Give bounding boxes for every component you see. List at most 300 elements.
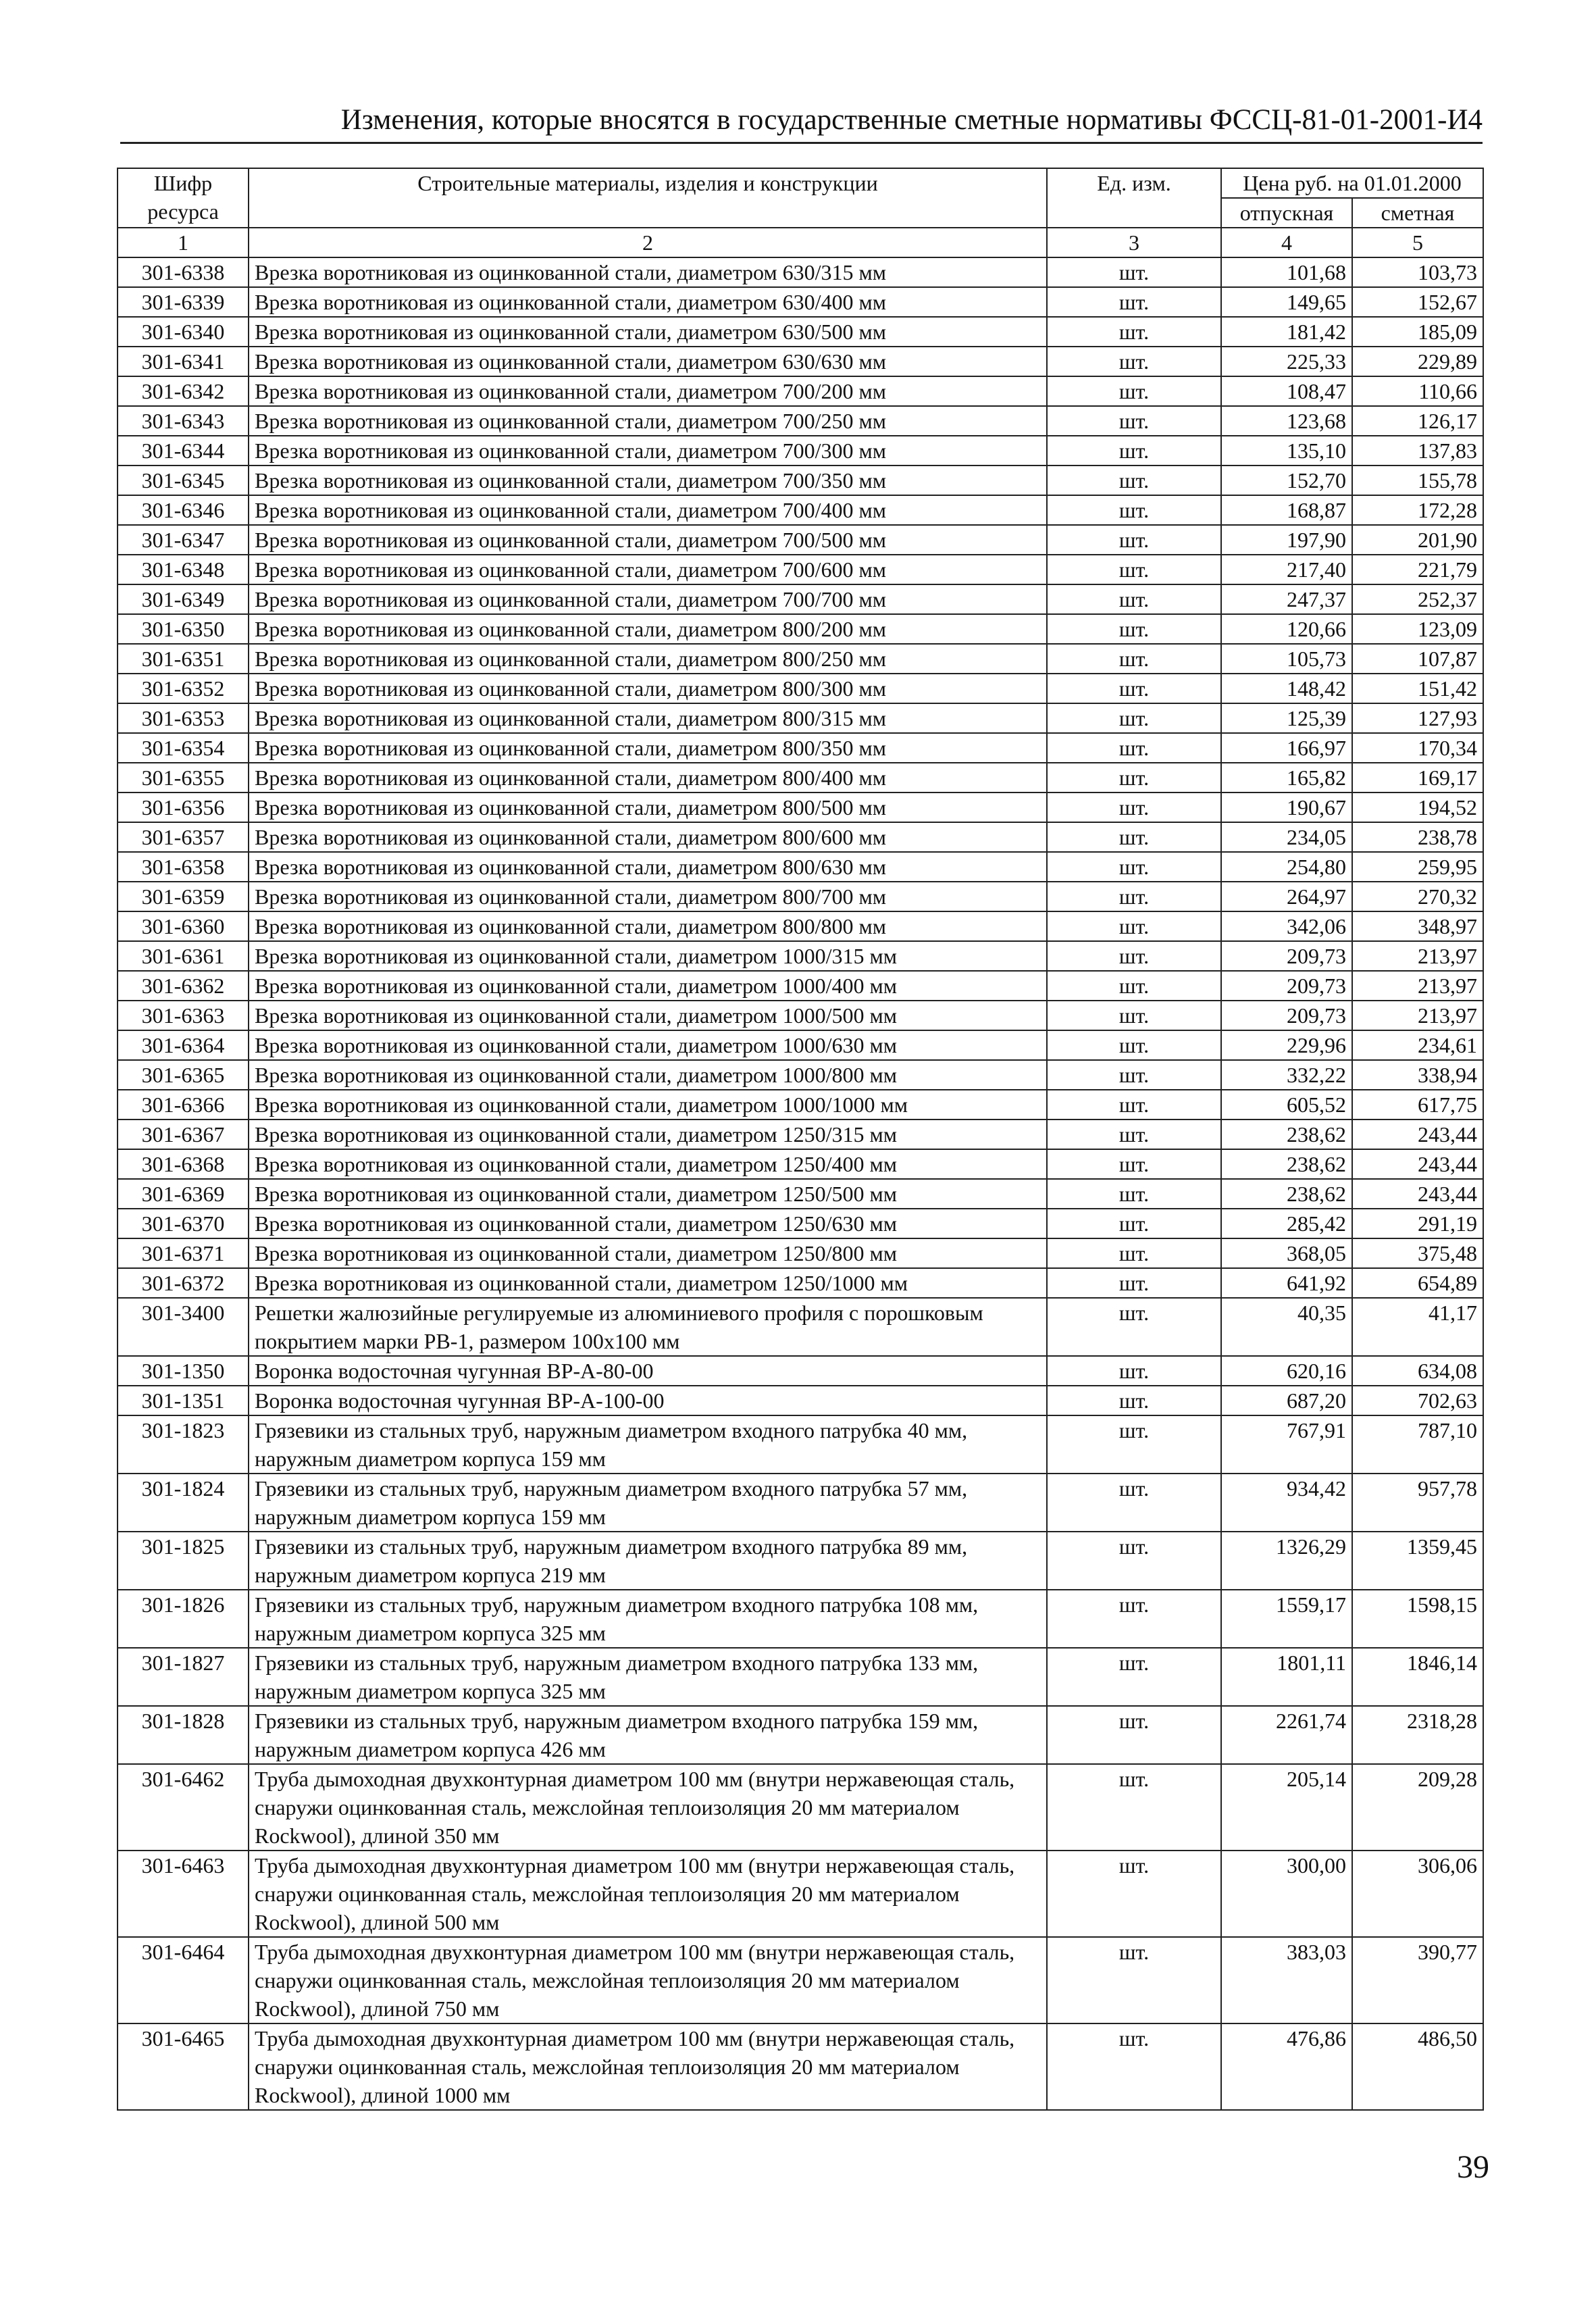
unit-cell: шт.: [1047, 376, 1221, 406]
release-price-cell: 225,33: [1221, 347, 1352, 376]
resource-code-cell: 301-6353: [118, 703, 249, 733]
estimate-price-cell: 229,89: [1352, 347, 1483, 376]
unit-cell: шт.: [1047, 436, 1221, 466]
release-price-cell: 383,03: [1221, 1937, 1352, 2023]
estimate-price-cell: 170,34: [1352, 733, 1483, 763]
table-row: [118, 614, 1483, 644]
table-row: [118, 525, 1483, 555]
table-row: [118, 703, 1483, 733]
table-row: [118, 763, 1483, 793]
estimate-price-cell: 957,78: [1352, 1474, 1483, 1532]
col-unit-header: Ед. изм.: [1047, 168, 1221, 228]
material-name-cell: Врезка воротниковая из оцинкованной стали, диаметром 800/250 мм: [249, 644, 1047, 674]
material-name-cell: Врезка воротниковая из оцинкованной стали, диаметром 800/600 мм: [249, 822, 1047, 852]
material-name-cell: Врезка воротниковая из оцинкованной стали, диаметром 700/350 мм: [249, 466, 1047, 495]
resource-code-cell: 301-6371: [118, 1238, 249, 1268]
material-name-cell: Грязевики из стальных труб, наружным диаметром входного патрубка 159 мм, наружным диаметром корпуса 426 мм: [249, 1706, 1047, 1764]
material-name-cell: Врезка воротниковая из оцинкованной стали, диаметром 630/630 мм: [249, 347, 1047, 376]
resource-code-cell: 301-6366: [118, 1090, 249, 1120]
unit-cell: шт.: [1047, 1179, 1221, 1209]
material-name-cell: Воронка водосточная чугунная ВР-А-80-00: [249, 1356, 1047, 1386]
table-row: [118, 1298, 1483, 1356]
col-release-header: отпускная: [1221, 198, 1352, 228]
estimate-price-cell: 123,09: [1352, 614, 1483, 644]
unit-cell: шт.: [1047, 466, 1221, 495]
resource-code-cell: 301-6344: [118, 436, 249, 466]
estimate-price-cell: 155,78: [1352, 466, 1483, 495]
release-price-cell: 205,14: [1221, 1764, 1352, 1851]
material-name-cell: Врезка воротниковая из оцинкованной стали, диаметром 800/400 мм: [249, 763, 1047, 793]
table-row: [118, 1706, 1483, 1764]
release-price-cell: 238,62: [1221, 1149, 1352, 1179]
resource-code-cell: 301-6349: [118, 584, 249, 614]
estimate-price-cell: 270,32: [1352, 882, 1483, 911]
release-price-cell: 2261,74: [1221, 1706, 1352, 1764]
estimate-price-cell: 110,66: [1352, 376, 1483, 406]
material-name-cell: Труба дымоходная двухконтурная диаметром 100 мм (внутри нержавеющая сталь, снаружи оцинкованная сталь, межслойная теплоизоляция 20 мм материалом Rockwool), длиной 1000 мм: [249, 2023, 1047, 2110]
resource-code-cell: 301-6341: [118, 347, 249, 376]
estimate-price-cell: 209,28: [1352, 1764, 1483, 1851]
material-name-cell: Врезка воротниковая из оцинкованной стали, диаметром 700/400 мм: [249, 495, 1047, 525]
resource-code-cell: 301-6364: [118, 1030, 249, 1060]
col-price-header: Цена руб. на 01.01.2000: [1221, 168, 1483, 198]
resource-code-cell: 301-1826: [118, 1590, 249, 1648]
unit-cell: шт.: [1047, 1149, 1221, 1179]
estimate-price-cell: 243,44: [1352, 1120, 1483, 1149]
table-row: [118, 644, 1483, 674]
estimate-price-cell: 234,61: [1352, 1030, 1483, 1060]
release-price-cell: 641,92: [1221, 1268, 1352, 1298]
release-price-cell: 368,05: [1221, 1238, 1352, 1268]
estimate-price-cell: 1846,14: [1352, 1648, 1483, 1706]
release-price-cell: 125,39: [1221, 703, 1352, 733]
release-price-cell: 229,96: [1221, 1030, 1352, 1060]
resource-code-cell: 301-6370: [118, 1209, 249, 1238]
release-price-cell: 120,66: [1221, 614, 1352, 644]
table-row: [118, 793, 1483, 822]
material-name-cell: Врезка воротниковая из оцинкованной стали, диаметром 1000/800 мм: [249, 1060, 1047, 1090]
estimate-price-cell: 169,17: [1352, 763, 1483, 793]
table-row: [118, 466, 1483, 495]
unit-cell: шт.: [1047, 941, 1221, 971]
table-row: [118, 2023, 1483, 2110]
estimate-price-cell: 1359,45: [1352, 1532, 1483, 1590]
resource-code-cell: 301-6346: [118, 495, 249, 525]
unit-cell: шт.: [1047, 763, 1221, 793]
material-name-cell: Врезка воротниковая из оцинкованной стали, диаметром 1250/315 мм: [249, 1120, 1047, 1149]
estimate-price-cell: 107,87: [1352, 644, 1483, 674]
material-name-cell: Врезка воротниковая из оцинкованной стали, диаметром 800/700 мм: [249, 882, 1047, 911]
release-price-cell: 1559,17: [1221, 1590, 1352, 1648]
resource-code-cell: 301-6354: [118, 733, 249, 763]
material-name-cell: Грязевики из стальных труб, наружным диаметром входного патрубка 89 мм, наружным диаметром корпуса 219 мм: [249, 1532, 1047, 1590]
table-row: [118, 347, 1483, 376]
estimate-price-cell: 213,97: [1352, 971, 1483, 1001]
table-row: [118, 1120, 1483, 1149]
release-price-cell: 254,80: [1221, 852, 1352, 882]
estimate-price-cell: 238,78: [1352, 822, 1483, 852]
release-price-cell: 1326,29: [1221, 1532, 1352, 1590]
table-row: [118, 822, 1483, 852]
release-price-cell: 767,91: [1221, 1415, 1352, 1474]
unit-cell: шт.: [1047, 822, 1221, 852]
material-name-cell: Труба дымоходная двухконтурная диаметром 100 мм (внутри нержавеющая сталь, снаружи оцинкованная сталь, межслойная теплоизоляция 20 мм материалом Rockwool), длиной 350 мм: [249, 1764, 1047, 1851]
material-name-cell: Врезка воротниковая из оцинкованной стали, диаметром 700/700 мм: [249, 584, 1047, 614]
page-header: Изменения, которые вносятся в государственные сметные нормативы ФССЦ-81-01-2001-И4: [120, 101, 1483, 144]
release-price-cell: 181,42: [1221, 317, 1352, 347]
estimate-price-cell: 221,79: [1352, 555, 1483, 584]
release-price-cell: 342,06: [1221, 911, 1352, 941]
price-table: [117, 168, 1484, 2111]
estimate-price-cell: 348,97: [1352, 911, 1483, 941]
unit-cell: шт.: [1047, 1764, 1221, 1851]
estimate-price-cell: 1598,15: [1352, 1590, 1483, 1648]
release-price-cell: 247,37: [1221, 584, 1352, 614]
unit-cell: шт.: [1047, 1298, 1221, 1356]
material-name-cell: Врезка воротниковая из оцинкованной стали, диаметром 1000/1000 мм: [249, 1090, 1047, 1120]
release-price-cell: 149,65: [1221, 287, 1352, 317]
estimate-price-cell: 213,97: [1352, 941, 1483, 971]
unit-cell: шт.: [1047, 1001, 1221, 1030]
resource-code-cell: 301-1825: [118, 1532, 249, 1590]
estimate-price-cell: 702,63: [1352, 1386, 1483, 1415]
resource-code-cell: 301-3400: [118, 1298, 249, 1356]
estimate-price-cell: 634,08: [1352, 1356, 1483, 1386]
column-number: 1: [118, 228, 249, 257]
estimate-price-cell: 151,42: [1352, 674, 1483, 703]
estimate-price-cell: 243,44: [1352, 1149, 1483, 1179]
resource-code-cell: 301-6356: [118, 793, 249, 822]
table-row: [118, 1090, 1483, 1120]
release-price-cell: 40,35: [1221, 1298, 1352, 1356]
resource-code-cell: 301-1351: [118, 1386, 249, 1415]
resource-code-cell: 301-6348: [118, 555, 249, 584]
release-price-cell: 264,97: [1221, 882, 1352, 911]
estimate-price-cell: 291,19: [1352, 1209, 1483, 1238]
material-name-cell: Врезка воротниковая из оцинкованной стали, диаметром 1250/630 мм: [249, 1209, 1047, 1238]
table-row: [118, 1030, 1483, 1060]
release-price-cell: 238,62: [1221, 1120, 1352, 1149]
release-price-cell: 197,90: [1221, 525, 1352, 555]
material-name-cell: Врезка воротниковая из оцинкованной стали, диаметром 800/630 мм: [249, 852, 1047, 882]
table-row: [118, 941, 1483, 971]
unit-cell: шт.: [1047, 882, 1221, 911]
release-price-cell: 148,42: [1221, 674, 1352, 703]
unit-cell: шт.: [1047, 1590, 1221, 1648]
material-name-cell: Решетки жалюзийные регулируемые из алюминиевого профиля с порошковым покрытием марки РВ-1, размером 100х100 мм: [249, 1298, 1047, 1356]
material-name-cell: Врезка воротниковая из оцинкованной стали, диаметром 1250/800 мм: [249, 1238, 1047, 1268]
resource-code-cell: 301-6357: [118, 822, 249, 852]
resource-code-cell: 301-1824: [118, 1474, 249, 1532]
estimate-price-cell: 185,09: [1352, 317, 1483, 347]
material-name-cell: Врезка воротниковая из оцинкованной стали, диаметром 630/315 мм: [249, 257, 1047, 287]
estimate-price-cell: 654,89: [1352, 1268, 1483, 1298]
resource-code-cell: 301-6464: [118, 1937, 249, 2023]
table-row: [118, 733, 1483, 763]
release-price-cell: 165,82: [1221, 763, 1352, 793]
estimate-price-cell: 213,97: [1352, 1001, 1483, 1030]
estimate-price-cell: 390,77: [1352, 1937, 1483, 2023]
col-code-header: Шифр ресурса: [118, 168, 249, 228]
unit-cell: шт.: [1047, 733, 1221, 763]
table-row: [118, 1386, 1483, 1415]
material-name-cell: Врезка воротниковая из оцинкованной стали, диаметром 700/500 мм: [249, 525, 1047, 555]
table-row: [118, 287, 1483, 317]
release-price-cell: 285,42: [1221, 1209, 1352, 1238]
release-price-cell: 101,68: [1221, 257, 1352, 287]
unit-cell: шт.: [1047, 584, 1221, 614]
estimate-price-cell: 306,06: [1352, 1851, 1483, 1937]
resource-code-cell: 301-6367: [118, 1120, 249, 1149]
release-price-cell: 135,10: [1221, 436, 1352, 466]
release-price-cell: 300,00: [1221, 1851, 1352, 1937]
estimate-price-cell: 486,50: [1352, 2023, 1483, 2110]
resource-code-cell: 301-6360: [118, 911, 249, 941]
material-name-cell: Врезка воротниковая из оцинкованной стали, диаметром 630/500 мм: [249, 317, 1047, 347]
release-price-cell: 332,22: [1221, 1060, 1352, 1090]
resource-code-cell: 301-6345: [118, 466, 249, 495]
unit-cell: шт.: [1047, 406, 1221, 436]
material-name-cell: Труба дымоходная двухконтурная диаметром 100 мм (внутри нержавеющая сталь, снаружи оцинкованная сталь, межслойная теплоизоляция 20 мм материалом Rockwool), длиной 750 мм: [249, 1937, 1047, 2023]
unit-cell: шт.: [1047, 644, 1221, 674]
material-name-cell: Врезка воротниковая из оцинкованной стали, диаметром 800/500 мм: [249, 793, 1047, 822]
resource-code-cell: 301-6340: [118, 317, 249, 347]
unit-cell: шт.: [1047, 1851, 1221, 1937]
table-row: [118, 971, 1483, 1001]
material-name-cell: Врезка воротниковая из оцинкованной стали, диаметром 1250/500 мм: [249, 1179, 1047, 1209]
release-price-cell: 190,67: [1221, 793, 1352, 822]
table-row: [118, 882, 1483, 911]
column-number: 3: [1047, 228, 1221, 257]
unit-cell: шт.: [1047, 1209, 1221, 1238]
unit-cell: шт.: [1047, 1090, 1221, 1120]
table-row: [118, 1590, 1483, 1648]
resource-code-cell: 301-6362: [118, 971, 249, 1001]
estimate-price-cell: 617,75: [1352, 1090, 1483, 1120]
table-row: [118, 257, 1483, 287]
release-price-cell: 217,40: [1221, 555, 1352, 584]
resource-code-cell: 301-6368: [118, 1149, 249, 1179]
resource-code-cell: 301-6361: [118, 941, 249, 971]
resource-code-cell: 301-6365: [118, 1060, 249, 1090]
release-price-cell: 209,73: [1221, 1001, 1352, 1030]
unit-cell: шт.: [1047, 1060, 1221, 1090]
resource-code-cell: 301-6352: [118, 674, 249, 703]
unit-cell: шт.: [1047, 2023, 1221, 2110]
column-number: 4: [1221, 228, 1352, 257]
material-name-cell: Врезка воротниковая из оцинкованной стали, диаметром 1000/630 мм: [249, 1030, 1047, 1060]
table-row: [118, 1149, 1483, 1179]
unit-cell: шт.: [1047, 614, 1221, 644]
estimate-price-cell: 41,17: [1352, 1298, 1483, 1356]
unit-cell: шт.: [1047, 852, 1221, 882]
unit-cell: шт.: [1047, 1937, 1221, 2023]
unit-cell: шт.: [1047, 1120, 1221, 1149]
material-name-cell: Врезка воротниковая из оцинкованной стали, диаметром 700/300 мм: [249, 436, 1047, 466]
material-name-cell: Грязевики из стальных труб, наружным диаметром входного патрубка 108 мм, наружным диаметром корпуса 325 мм: [249, 1590, 1047, 1648]
estimate-price-cell: 259,95: [1352, 852, 1483, 882]
table-row: [118, 376, 1483, 406]
table-row: [118, 1764, 1483, 1851]
table-row: [118, 1648, 1483, 1706]
unit-cell: шт.: [1047, 1648, 1221, 1706]
material-name-cell: Врезка воротниковая из оцинкованной стали, диаметром 700/600 мм: [249, 555, 1047, 584]
material-name-cell: Грязевики из стальных труб, наружным диаметром входного патрубка 40 мм, наружным диаметром корпуса 159 мм: [249, 1415, 1047, 1474]
release-price-cell: 238,62: [1221, 1179, 1352, 1209]
release-price-cell: 152,70: [1221, 466, 1352, 495]
material-name-cell: Врезка воротниковая из оцинкованной стали, диаметром 800/800 мм: [249, 911, 1047, 941]
table-row: [118, 1001, 1483, 1030]
unit-cell: шт.: [1047, 1474, 1221, 1532]
material-name-cell: Грязевики из стальных труб, наружным диаметром входного патрубка 133 мм, наружным диаметром корпуса 325 мм: [249, 1648, 1047, 1706]
table-row: [118, 1474, 1483, 1532]
table-row: [118, 1937, 1483, 2023]
table-row: [118, 317, 1483, 347]
material-name-cell: Врезка воротниковая из оцинкованной стали, диаметром 1000/315 мм: [249, 941, 1047, 971]
table-row: [118, 1238, 1483, 1268]
resource-code-cell: 301-1823: [118, 1415, 249, 1474]
estimate-price-cell: 375,48: [1352, 1238, 1483, 1268]
unit-cell: шт.: [1047, 1706, 1221, 1764]
table-row: [118, 495, 1483, 525]
table-row: [118, 555, 1483, 584]
table-row: [118, 674, 1483, 703]
resource-code-cell: 301-6462: [118, 1764, 249, 1851]
material-name-cell: Врезка воротниковая из оцинкованной стали, диаметром 630/400 мм: [249, 287, 1047, 317]
estimate-price-cell: 126,17: [1352, 406, 1483, 436]
material-name-cell: Врезка воротниковая из оцинкованной стали, диаметром 800/350 мм: [249, 733, 1047, 763]
estimate-price-cell: 2318,28: [1352, 1706, 1483, 1764]
resource-code-cell: 301-6342: [118, 376, 249, 406]
material-name-cell: Врезка воротниковая из оцинкованной стали, диаметром 1000/500 мм: [249, 1001, 1047, 1030]
table-row: [118, 406, 1483, 436]
release-price-cell: 105,73: [1221, 644, 1352, 674]
material-name-cell: Врезка воротниковая из оцинкованной стали, диаметром 1250/400 мм: [249, 1149, 1047, 1179]
material-name-cell: Труба дымоходная двухконтурная диаметром 100 мм (внутри нержавеющая сталь, снаружи оцинкованная сталь, межслойная теплоизоляция 20 мм материалом Rockwool), длиной 500 мм: [249, 1851, 1047, 1937]
material-name-cell: Врезка воротниковая из оцинкованной стали, диаметром 1000/400 мм: [249, 971, 1047, 1001]
unit-cell: шт.: [1047, 1238, 1221, 1268]
table-row: [118, 584, 1483, 614]
resource-code-cell: 301-6338: [118, 257, 249, 287]
estimate-price-cell: 172,28: [1352, 495, 1483, 525]
table-row: [118, 1532, 1483, 1590]
resource-code-cell: 301-6359: [118, 882, 249, 911]
estimate-price-cell: 152,67: [1352, 287, 1483, 317]
unit-cell: шт.: [1047, 257, 1221, 287]
release-price-cell: 687,20: [1221, 1386, 1352, 1415]
table-row: [118, 1060, 1483, 1090]
material-name-cell: Врезка воротниковая из оцинкованной стали, диаметром 800/300 мм: [249, 674, 1047, 703]
unit-cell: шт.: [1047, 1532, 1221, 1590]
resource-code-cell: 301-6465: [118, 2023, 249, 2110]
resource-code-cell: 301-6350: [118, 614, 249, 644]
estimate-price-cell: 137,83: [1352, 436, 1483, 466]
column-number: 5: [1352, 228, 1483, 257]
material-name-cell: Врезка воротниковая из оцинкованной стали, диаметром 800/200 мм: [249, 614, 1047, 644]
unit-cell: шт.: [1047, 525, 1221, 555]
estimate-price-cell: 252,37: [1352, 584, 1483, 614]
table-row: [118, 1268, 1483, 1298]
material-name-cell: Врезка воротниковая из оцинкованной стали, диаметром 700/200 мм: [249, 376, 1047, 406]
release-price-cell: 1801,11: [1221, 1648, 1352, 1706]
unit-cell: шт.: [1047, 555, 1221, 584]
unit-cell: шт.: [1047, 911, 1221, 941]
resource-code-cell: 301-6343: [118, 406, 249, 436]
unit-cell: шт.: [1047, 1030, 1221, 1060]
table-header-row: [118, 168, 1483, 198]
release-price-cell: 934,42: [1221, 1474, 1352, 1532]
unit-cell: шт.: [1047, 1386, 1221, 1415]
estimate-price-cell: 194,52: [1352, 793, 1483, 822]
resource-code-cell: 301-6355: [118, 763, 249, 793]
estimate-price-cell: 243,44: [1352, 1179, 1483, 1209]
resource-code-cell: 301-1350: [118, 1356, 249, 1386]
release-price-cell: 605,52: [1221, 1090, 1352, 1120]
release-price-cell: 209,73: [1221, 941, 1352, 971]
unit-cell: шт.: [1047, 287, 1221, 317]
resource-code-cell: 301-6369: [118, 1179, 249, 1209]
resource-code-cell: 301-6358: [118, 852, 249, 882]
table-row: [118, 1356, 1483, 1386]
unit-cell: шт.: [1047, 347, 1221, 376]
resource-code-cell: 301-6463: [118, 1851, 249, 1937]
table-row: [118, 1415, 1483, 1474]
material-name-cell: Врезка воротниковая из оцинкованной стали, диаметром 800/315 мм: [249, 703, 1047, 733]
release-price-cell: 108,47: [1221, 376, 1352, 406]
col-estimate-header: сметная: [1352, 198, 1483, 228]
release-price-cell: 234,05: [1221, 822, 1352, 852]
table-row: [118, 436, 1483, 466]
estimate-price-cell: 103,73: [1352, 257, 1483, 287]
estimate-price-cell: 201,90: [1352, 525, 1483, 555]
unit-cell: шт.: [1047, 1268, 1221, 1298]
release-price-cell: 123,68: [1221, 406, 1352, 436]
release-price-cell: 476,86: [1221, 2023, 1352, 2110]
estimate-price-cell: 338,94: [1352, 1060, 1483, 1090]
table-row: [118, 911, 1483, 941]
unit-cell: шт.: [1047, 674, 1221, 703]
table-row: [118, 1209, 1483, 1238]
unit-cell: шт.: [1047, 1415, 1221, 1474]
material-name-cell: Врезка воротниковая из оцинкованной стали, диаметром 1250/1000 мм: [249, 1268, 1047, 1298]
resource-code-cell: 301-6339: [118, 287, 249, 317]
release-price-cell: 166,97: [1221, 733, 1352, 763]
table-row: [118, 1851, 1483, 1937]
resource-code-cell: 301-1827: [118, 1648, 249, 1706]
table-row: [118, 852, 1483, 882]
resource-code-cell: 301-1828: [118, 1706, 249, 1764]
col-name-header: Строительные материалы, изделия и конструкции: [249, 168, 1047, 228]
unit-cell: шт.: [1047, 495, 1221, 525]
release-price-cell: 620,16: [1221, 1356, 1352, 1386]
resource-code-cell: 301-6363: [118, 1001, 249, 1030]
unit-cell: шт.: [1047, 1356, 1221, 1386]
estimate-price-cell: 787,10: [1352, 1415, 1483, 1474]
resource-code-cell: 301-6351: [118, 644, 249, 674]
release-price-cell: 168,87: [1221, 495, 1352, 525]
material-name-cell: Грязевики из стальных труб, наружным диаметром входного патрубка 57 мм, наружным диаметром корпуса 159 мм: [249, 1474, 1047, 1532]
unit-cell: шт.: [1047, 317, 1221, 347]
table-row: [118, 1179, 1483, 1209]
material-name-cell: Воронка водосточная чугунная ВР-А-100-00: [249, 1386, 1047, 1415]
release-price-cell: 209,73: [1221, 971, 1352, 1001]
resource-code-cell: 301-6372: [118, 1268, 249, 1298]
column-number-row: [118, 228, 1483, 257]
resource-code-cell: 301-6347: [118, 525, 249, 555]
unit-cell: шт.: [1047, 971, 1221, 1001]
unit-cell: шт.: [1047, 793, 1221, 822]
unit-cell: шт.: [1047, 703, 1221, 733]
